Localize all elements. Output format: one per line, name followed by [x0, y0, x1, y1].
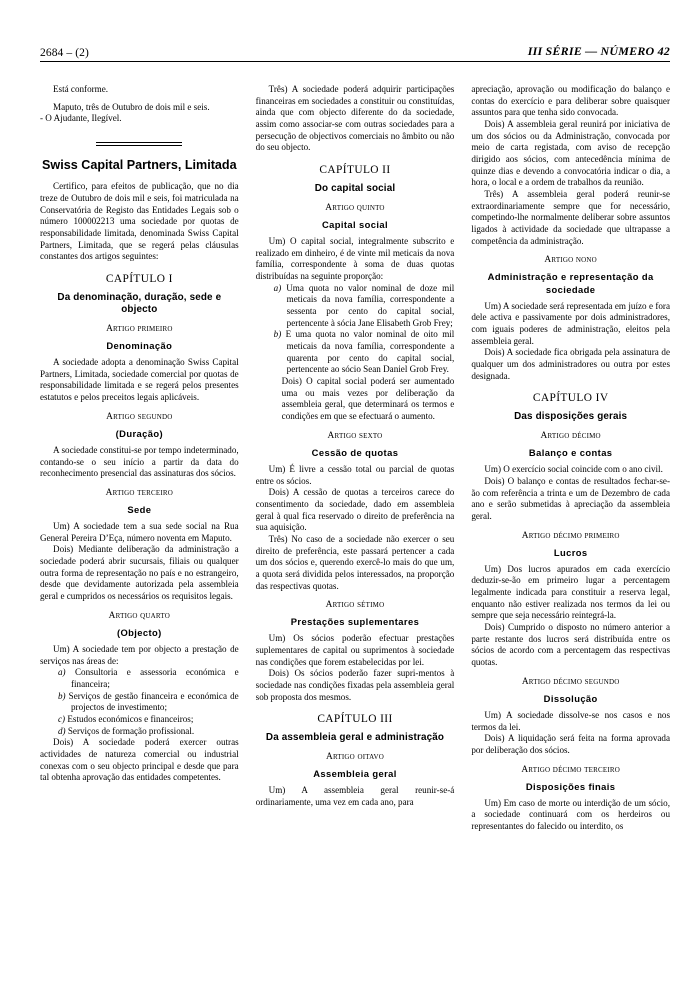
article-3-heading: Artigo terceiro	[105, 487, 173, 498]
article-13-clause-1: Um) Em caso de morte ou interdição de um sócio, a sociedade continuará com os herdeiros ou representantes do falecido ou interdito, os	[471, 797, 670, 832]
chapter-1-heading: CAPÍTULO I	[105, 273, 173, 286]
article-6-clause-1: Um) É livre a cessão total ou parcial de quotas entre os sócios.	[255, 463, 455, 486]
article-7-subject: Prestações suplementares	[290, 616, 420, 628]
article-2-text: A sociedade constitui-se por tempo indeterminado, contando-se o seu início a partir da data do reconhecimento presencial das assinaturas dos sócios.	[40, 444, 239, 479]
list-item-text: Serviços de gestão financeira e económica de projectos de investimento;	[68, 690, 239, 713]
list-item-text: Serviços de formação profissional.	[67, 725, 195, 736]
article-1-subject: Denominação	[106, 339, 173, 351]
article-1-heading: Artigo primeiro	[106, 323, 173, 334]
article-12-heading: Artigo décimo segundo	[521, 676, 620, 687]
article-4-clause-3: Três) A sociedade poderá adquirir participações financeiras em sociedades a constituir ou constituídas, ainda que com objecto diferente do da sociedade, assim como associar-se com outras sociedades para a persecução de objectivos comerciais no âmbito ou não do seu objecto.	[255, 84, 455, 153]
list-item	[40, 714, 239, 726]
article-5-subject: Capital social	[321, 218, 389, 230]
series-number: III SÉRIE — NÚMERO 42	[527, 44, 670, 58]
article-9-clause-2: Dois) A sociedade fica obrigada pela assinatura de qualquer um dos administradores ou outra por estes designada.	[471, 347, 670, 381]
article-10-subject: Balanço e contas	[528, 447, 613, 459]
quota-list	[256, 283, 455, 376]
article-3-clause-2: Dois) Mediante deliberação da administração a sociedade poderá abrir sucursais, filiais ou qualquer outra forma de representação no país e no estrangeiro, desde que devidamente autorizada pela assembleia geral e cumpridos os necessários os requisitos legais.	[40, 544, 239, 602]
section-divider	[96, 142, 182, 146]
chapter-4-subject: Das disposições gerais	[514, 411, 628, 422]
article-12-clause-2: Dois) A liquidação será feita na forma aprovada por deliberação dos sócios.	[471, 733, 670, 755]
article-7-clause-2: Dois) Os sócios poderão fazer supri-mentos à sociedade nas condições fixadas pela assembleia geral sob proposta dos mesmos.	[255, 668, 455, 702]
list-item-label: c)	[58, 713, 66, 724]
article-7-heading: Artigo sétimo	[325, 600, 385, 611]
article-9-clause-1: Um) A sociedade será representada em juízo e fora dele activa e passivamente por dois administradores, com iguais poderes de administração, eleitos pela assembleia geral.	[471, 300, 670, 346]
article-8-heading: Artigo oitavo	[325, 752, 385, 763]
signatory: - O Ajudante, Ilegível.	[40, 113, 122, 124]
chapter-3-heading: CAPÍTULO III	[317, 713, 393, 726]
article-8-subject: Assembleia geral	[313, 768, 397, 780]
article-8-clause-2: Dois) A assembleia geral reunirá por iniciativa de um dos sócios ou da Administração, convocada por meio de carta registada, com aviso de recepção dirigido aos sócios, com antecedência mínima de quinze dias e devendo a convocatória indicar o dia, a hora, o local e a ordem de trabalhos da reunião.	[471, 119, 670, 188]
column-1	[40, 84, 239, 974]
list-item-label: b)	[273, 329, 282, 340]
article-5-clause-2: Dois) O capital social poderá ser aumentado uma ou mais vezes por deliberação da assembleia geral, que determinará os termos e condições em que se efectuará o aumento.	[281, 375, 455, 421]
list-item-label: d)	[58, 725, 66, 736]
column-3	[471, 84, 670, 974]
article-13-subject: Disposições finais	[525, 780, 616, 792]
article-11-clause-2: Dois) Cumprido o disposto no número anterior a parte restante dos lucros será distribuída entre os sócios de acordo com a percentagem das respectivas quotas.	[471, 622, 670, 668]
list-item-text: Uma quota no valor nominal de doze mil meticais da nova família, correspondente a sessenta por cento do capital social, pertencente à sócia Jane Elisabeth Grob Frey;	[286, 282, 455, 328]
page-folio: 2684 – (2)	[40, 47, 89, 59]
article-11-clause-1: Um) Dos lucros apurados em cada exercício deduzir-se-ão em primeiro lugar a percentagem legalmente indicada para constituir a reserva legal, enquanto não estiver realizada nos termos da lei ou sempre que seja necessário reintegrá-la.	[471, 563, 670, 621]
list-item-text: Estudos económicos e financeiros;	[67, 713, 194, 724]
article-13-heading: Artigo décimo terceiro	[521, 764, 620, 775]
article-9-subject: Administração e representação da sociedade	[487, 271, 654, 295]
article-2-heading: Artigo segundo	[106, 411, 173, 422]
running-head	[40, 44, 670, 62]
objecto-list	[40, 667, 239, 737]
article-3-subject: Sede	[127, 503, 152, 515]
article-4-heading: Artigo quarto	[108, 610, 170, 621]
article-10-heading: Artigo décimo	[540, 431, 601, 442]
closing-statement: Está conforme.	[53, 84, 109, 94]
article-11-subject: Lucros	[553, 546, 588, 558]
article-6-clause-2: Dois) A cessão de quotas a terceiros carece do consentimento da sociedade, dado em assembleia geral à qual fica reservado o direito de preferência na sua aquisição.	[255, 487, 455, 533]
list-item-label: b)	[58, 690, 66, 701]
article-2-subject: (Duração)	[115, 427, 163, 439]
article-12-subject: Dissolução	[543, 692, 598, 704]
article-12-clause-1: Um) A sociedade dissolve-se nos casos e nos termos da lei.	[471, 709, 670, 732]
article-10-clause-2: Dois) O balanço e contas de resultados fechar-se-ão com referência a trinta e um de Dezembro de cada ano e serão submetidas à apreciação da assembleia geral.	[471, 475, 670, 521]
article-6-clause-3: Três) No caso de a sociedade não exercer o seu direito de preferência, este passará pertencer a cada um dos sócios e, querendo exercê-lo mais do que um, a quota será dividida pelos interessados, na proporção das respectivas quotas.	[255, 533, 455, 591]
article-4-clause-1: Um) A sociedade tem por objecto a prestação de serviços nas áreas de:	[40, 643, 239, 666]
list-item	[256, 329, 455, 376]
list-item	[40, 667, 239, 690]
place-date: Maputo, três de Outubro de dois mil e seis.	[53, 101, 210, 112]
article-7-clause-1: Um) Os sócios poderão efectuar prestações suplementares de capital ou suprimentos à sociedade nas condições que forem estabelecidas por lei.	[255, 633, 455, 667]
chapter-2-heading: CAPÍTULO II	[319, 164, 391, 177]
chapter-4-heading: CAPÍTULO IV	[532, 392, 609, 405]
article-8-clause-1: Um) A assembleia geral reunir-se-á ordinariamente, uma vez em cada ano, para	[255, 785, 455, 807]
article-5-clause-1: Um) O capital social, integralmente subscrito e realizado em dinheiro, é de vinte mil meticais da nova família, correspondente à soma de duas quotas distribuídas na seguinte proporção:	[255, 235, 455, 281]
article-11-heading: Artigo décimo primeiro	[521, 530, 620, 541]
column-2	[256, 84, 455, 974]
chapter-3-subject: Da assembleia geral e administração	[265, 732, 445, 744]
article-4-clause-2: Dois) A sociedade poderá exercer outras actividades de natureza comercial ou industrial conexas com o seu objecto principal e desde que para tal obtenha aprovação das entidades competentes.	[40, 737, 239, 783]
column-layout	[40, 84, 670, 974]
list-item	[256, 283, 455, 330]
article-6-heading: Artigo sexto	[327, 430, 383, 441]
list-item-label: a)	[273, 282, 282, 293]
certification-paragraph: Certifico, para efeitos de publicação, que no dia treze de Outubro de dois mil e seis, foi matriculada na Conservatória de Registo das Entidades Legais sob o número 100002213 uma sociedade por quotas de responsabilidade limitada, denominada Swiss Capital Partners, Limitada, que se regerá pelas cláusulas constantes dos artigos seguintes:	[40, 181, 239, 262]
article-5-heading: Artigo quinto	[325, 202, 385, 213]
article-9-heading: Artigo nono	[544, 255, 597, 266]
entity-title: Swiss Capital Partners, Limitada	[42, 158, 237, 173]
article-1-text: A sociedade adopta a denominação Swiss Capital Partners, Limitada, sociedade comercial por quotas de responsabilidade limitada e se regerá pelos presentes estatutos e pelos preceitos legais aplicáveis.	[40, 357, 239, 403]
article-8-clause-1-continued: apreciação, aprovação ou modificação do balanço e contas do exercício e para deliberar sobre quaisquer assuntos para que tenha sido convocada.	[471, 84, 670, 118]
chapter-1-subject: Da denominação, duração, sede e objecto	[57, 291, 222, 315]
list-item	[40, 726, 239, 738]
list-item-label: a)	[58, 667, 66, 678]
list-item	[40, 691, 239, 714]
article-6-subject: Cessão de quotas	[311, 446, 399, 458]
chapter-2-subject: Do capital social	[314, 182, 396, 194]
article-10-clause-1: Um) O exercício social coincide com o ano civil.	[484, 464, 663, 475]
list-item-text: E uma quota no valor nominal de oito mil meticais da nova família, correspondente a quarenta por cento do capital social, pertencente ao sócio Sean Daniel Grob Frey.	[285, 329, 455, 375]
list-item-text: Consultoria e assessoria económica e financeira;	[71, 667, 239, 689]
article-4-subject: (Objecto)	[116, 626, 162, 638]
article-3-clause-1: Um) A sociedade tem a sua sede social na Rua General Pereira D’Eça, número noventa em Maputo.	[40, 521, 239, 543]
article-8-clause-3: Três) A assembleia geral poderá reunir-se extraordinariamente sempre que for necessário, competindo-lhe normalmente deliberar sobre assuntos ligados à actividade da sociedade que ultrapasse a competência da administração.	[471, 189, 670, 246]
